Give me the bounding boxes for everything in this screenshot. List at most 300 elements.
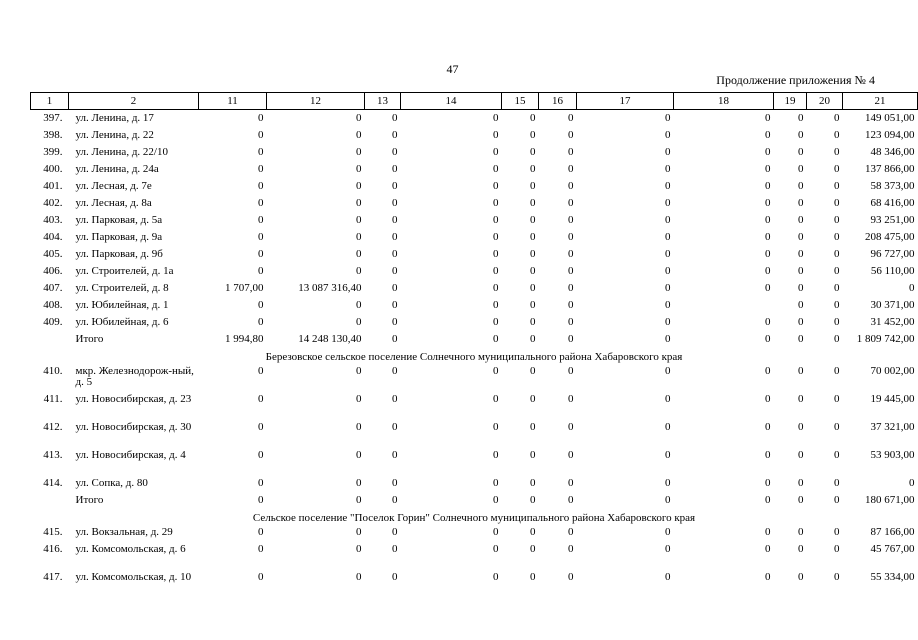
value-cell: 0 (356, 571, 362, 583)
value-cell: 0 (258, 214, 264, 226)
value-cell: 0 (568, 299, 574, 311)
table-row (31, 215, 918, 232)
value-cell: 68 416,00 (870, 197, 915, 209)
table-row (31, 334, 918, 351)
value-cell: 0 (356, 265, 362, 277)
row-number: 409. (43, 316, 63, 328)
value-cell: 19 445,00 (870, 393, 915, 405)
table-row (31, 394, 918, 422)
table-row (31, 198, 918, 215)
value-cell: 149 051,00 (865, 112, 915, 124)
value-cell: 0 (392, 112, 398, 124)
value-cell: 0 (493, 333, 499, 345)
value-cell: 0 (258, 163, 264, 175)
value-cell: 1 809 742,00 (856, 333, 915, 345)
address-cell: ул. Парковая, д. 5а (75, 214, 163, 226)
value-cell: 0 (765, 571, 771, 583)
value-cell: 0 (493, 365, 499, 377)
table-row (31, 422, 918, 450)
value-cell: 0 (258, 112, 264, 124)
value-cell: 0 (530, 146, 536, 158)
value-cell: 0 (834, 526, 840, 538)
value-cell: 123 094,00 (865, 129, 915, 141)
table-row (31, 181, 918, 198)
value-cell: 0 (258, 146, 264, 158)
address-cell: ул. Вокзальная, д. 29 (75, 526, 173, 538)
value-cell: 208 475,00 (865, 231, 915, 243)
value-cell: 0 (568, 365, 574, 377)
value-cell: 0 (392, 265, 398, 277)
value-cell: 0 (798, 299, 804, 311)
value-cell: 0 (665, 494, 671, 506)
value-cell: 180 671,00 (865, 494, 915, 506)
table-row (31, 300, 918, 317)
value-cell: 0 (765, 477, 771, 489)
row-number: 404. (43, 231, 63, 243)
value-cell: 0 (665, 248, 671, 260)
value-cell: 137 866,00 (865, 163, 915, 175)
value-cell: 0 (493, 129, 499, 141)
value-cell: 0 (834, 214, 840, 226)
value-cell: 0 (665, 299, 671, 311)
value-cell: 0 (765, 421, 771, 433)
value-cell: 48 346,00 (870, 146, 915, 158)
col-header: 11 (199, 93, 267, 110)
value-cell: 0 (530, 365, 536, 377)
value-cell: 0 (798, 180, 804, 192)
value-cell: 37 321,00 (870, 421, 915, 433)
address-cell: ул. Новосибирская, д. 4 (75, 449, 186, 461)
value-cell: 53 903,00 (870, 449, 915, 461)
table-row (31, 495, 918, 512)
value-cell: 0 (568, 282, 574, 294)
value-cell: 30 371,00 (870, 299, 915, 311)
value-cell: 0 (834, 180, 840, 192)
table-row (31, 544, 918, 572)
value-cell: 0 (568, 180, 574, 192)
value-cell: 96 727,00 (870, 248, 915, 260)
value-cell: 0 (392, 180, 398, 192)
value-cell: 0 (392, 494, 398, 506)
value-cell: 0 (798, 163, 804, 175)
value-cell: 0 (665, 129, 671, 141)
address-cell: ул. Комсомольская, д. 10 (75, 571, 192, 583)
value-cell: 0 (568, 571, 574, 583)
table-row (31, 130, 918, 147)
value-cell: 0 (356, 129, 362, 141)
value-cell: 0 (765, 543, 771, 555)
value-cell: 0 (530, 197, 536, 209)
row-number (31, 495, 69, 512)
value-cell: 14 248 130,40 (298, 333, 362, 345)
address-cell: ул. Строителей, д. 1а (75, 265, 174, 277)
value-cell: 0 (530, 333, 536, 345)
value-cell: 55 334,00 (870, 571, 915, 583)
value-cell: 0 (834, 248, 840, 260)
value-cell: 0 (392, 129, 398, 141)
value-cell: 0 (834, 265, 840, 277)
value-cell: 0 (493, 231, 499, 243)
col-header: 16 (539, 93, 577, 110)
value-cell: 0 (356, 477, 362, 489)
value-cell: 0 (665, 477, 671, 489)
row-number: 413. (43, 449, 63, 461)
value-cell: 0 (258, 316, 264, 328)
value-cell: 0 (392, 248, 398, 260)
value-cell: 0 (834, 163, 840, 175)
value-cell: 0 (834, 494, 840, 506)
value-cell: 0 (493, 449, 499, 461)
col-header: 17 (577, 93, 674, 110)
value-cell: 0 (798, 449, 804, 461)
value-cell: 13 087 316,40 (298, 282, 362, 294)
value-cell: 0 (834, 365, 840, 377)
value-cell: 0 (834, 316, 840, 328)
row-number: 403. (43, 214, 63, 226)
value-cell: 0 (392, 299, 398, 311)
value-cell: 0 (765, 248, 771, 260)
value-cell: 0 (834, 282, 840, 294)
value-cell: 0 (356, 543, 362, 555)
row-number: 412. (43, 421, 63, 433)
address-cell: ул. Ленина, д. 22/10 (75, 146, 168, 158)
address-cell: ул. Новосибирская, д. 23 (75, 393, 192, 405)
value-cell: 0 (568, 248, 574, 260)
value-cell: 0 (493, 265, 499, 277)
table-row (31, 110, 918, 131)
value-cell: 0 (665, 265, 671, 277)
value-cell: 0 (356, 526, 362, 538)
value-cell: 0 (798, 365, 804, 377)
value-cell: 0 (765, 333, 771, 345)
value-cell: 0 (493, 526, 499, 538)
value-cell: 0 (765, 197, 771, 209)
value-cell: 0 (258, 449, 264, 461)
value-cell: 0 (765, 146, 771, 158)
value-cell: 0 (798, 421, 804, 433)
value-cell: 0 (392, 214, 398, 226)
value-cell: 31 452,00 (870, 316, 915, 328)
value-cell: 0 (765, 449, 771, 461)
value-cell: 0 (530, 543, 536, 555)
value-cell: 0 (356, 180, 362, 192)
address-cell: ул. Парковая, д. 9б (75, 248, 163, 260)
value-cell: 0 (356, 449, 362, 461)
value-cell: 0 (392, 197, 398, 209)
address-cell: ул. Юбилейная, д. 1 (75, 299, 169, 311)
address-cell: Итого (75, 494, 104, 506)
value-cell: 0 (356, 421, 362, 433)
value-cell: 0 (834, 333, 840, 345)
value-cell: 0 (258, 393, 264, 405)
value-cell: 0 (392, 449, 398, 461)
value-cell: 0 (392, 146, 398, 158)
value-cell: 0 (665, 316, 671, 328)
value-cell: 0 (665, 526, 671, 538)
value-cell: 0 (356, 197, 362, 209)
value-cell: 0 (798, 333, 804, 345)
value-cell: 0 (665, 112, 671, 124)
value-cell: 0 (834, 197, 840, 209)
value-cell: 0 (665, 543, 671, 555)
page-number: 47 (446, 62, 459, 76)
value-cell: 0 (568, 214, 574, 226)
value-cell: 0 (798, 112, 804, 124)
value-cell: 0 (392, 526, 398, 538)
value-cell: 0 (530, 299, 536, 311)
value-cell: 0 (258, 526, 264, 538)
value-cell: 0 (765, 180, 771, 192)
value-cell: 0 (356, 112, 362, 124)
value-cell: 0 (356, 248, 362, 260)
row-number: 416. (43, 543, 63, 555)
address-cell: ул. Парковая, д. 9а (75, 231, 163, 243)
value-cell: 0 (665, 231, 671, 243)
value-cell: 0 (530, 421, 536, 433)
value-cell: 1 707,00 (225, 282, 264, 294)
value-cell: 0 (258, 571, 264, 583)
table-row (31, 450, 918, 478)
value-cell: 0 (834, 543, 840, 555)
value-cell: 0 (665, 571, 671, 583)
value-cell: 0 (258, 543, 264, 555)
value-cell: 0 (530, 316, 536, 328)
value-cell: 0 (258, 197, 264, 209)
table-row (31, 283, 918, 300)
value-cell: 0 (798, 282, 804, 294)
row-number: 414. (43, 477, 63, 489)
value-cell: 0 (765, 265, 771, 277)
value-cell: 0 (493, 282, 499, 294)
value-cell: 0 (665, 365, 671, 377)
section-header-row (31, 512, 918, 527)
value-cell: 0 (530, 282, 536, 294)
row-number: 406. (43, 265, 63, 277)
value-cell: 0 (798, 197, 804, 209)
value-cell: 0 (798, 316, 804, 328)
value-cell: 87 166,00 (870, 526, 915, 538)
value-cell: 1 994,80 (225, 333, 264, 345)
value-cell: 0 (834, 571, 840, 583)
value-cell: 0 (765, 365, 771, 377)
row-number: 415. (43, 526, 63, 538)
col-header: 1 (31, 93, 69, 110)
value-cell: 0 (834, 449, 840, 461)
address-cell: ул. Ленина, д. 22 (75, 129, 154, 141)
address-cell: Итого (75, 333, 104, 345)
value-cell: 0 (493, 146, 499, 158)
value-cell: 0 (665, 146, 671, 158)
value-cell: 0 (258, 248, 264, 260)
value-cell: 0 (356, 316, 362, 328)
table-body (31, 110, 918, 601)
col-header: 13 (365, 93, 401, 110)
value-cell: 0 (356, 494, 362, 506)
row-number: 417. (43, 571, 63, 583)
value-cell: 0 (798, 571, 804, 583)
table-row (31, 527, 918, 544)
value-cell: 56 110,00 (870, 265, 915, 277)
address-cell: ул. Ленина, д. 24а (75, 163, 159, 175)
value-cell: 0 (834, 231, 840, 243)
col-header: 20 (807, 93, 843, 110)
value-cell: 0 (258, 231, 264, 243)
table-row (31, 147, 918, 164)
value-cell: 0 (493, 180, 499, 192)
col-header: 18 (674, 93, 774, 110)
value-cell: 0 (834, 421, 840, 433)
continuation-label: Продолжение приложения № 4 (716, 73, 875, 87)
value-cell: 0 (765, 393, 771, 405)
value-cell: 0 (765, 163, 771, 175)
data-table (30, 92, 918, 600)
value-cell: 0 (392, 163, 398, 175)
value-cell: 0 (392, 316, 398, 328)
value-cell: 0 (258, 421, 264, 433)
value-cell: 0 (356, 146, 362, 158)
value-cell: 0 (356, 365, 362, 377)
value-cell: 0 (530, 163, 536, 175)
row-number: 407. (43, 282, 63, 294)
col-header: 21 (843, 93, 918, 110)
value-cell: 0 (665, 421, 671, 433)
value-cell: 0 (798, 393, 804, 405)
value-cell: 0 (834, 393, 840, 405)
value-cell: 0 (665, 180, 671, 192)
value-cell: 0 (798, 494, 804, 506)
value-cell: 0 (530, 477, 536, 489)
address-cell: ул. Ленина, д. 17 (75, 112, 154, 124)
value-cell: 0 (568, 163, 574, 175)
value-cell: 0 (798, 129, 804, 141)
row-number: 411. (43, 393, 63, 405)
value-cell: 0 (834, 477, 840, 489)
row-number: 410. (43, 365, 63, 377)
value-cell: 0 (568, 494, 574, 506)
value-cell: 0 (909, 282, 915, 294)
value-cell: 0 (493, 112, 499, 124)
value-cell: 0 (258, 477, 264, 489)
value-cell: 0 (493, 214, 499, 226)
value-cell: 0 (834, 112, 840, 124)
value-cell: 45 767,00 (870, 543, 915, 555)
value-cell: 0 (530, 571, 536, 583)
value-cell: 0 (568, 477, 574, 489)
value-cell: 0 (765, 112, 771, 124)
value-cell: 0 (530, 248, 536, 260)
value-cell: 0 (765, 282, 771, 294)
value-cell: 0 (356, 214, 362, 226)
value-cell: 0 (568, 316, 574, 328)
value-cell: 0 (834, 299, 840, 311)
value-cell: 0 (392, 477, 398, 489)
value-cell: 0 (493, 299, 499, 311)
value-cell: 0 (392, 282, 398, 294)
value-cell: 0 (392, 421, 398, 433)
table-row (31, 164, 918, 181)
value-cell: 0 (568, 129, 574, 141)
value-cell: 0 (665, 214, 671, 226)
value-cell: 0 (765, 129, 771, 141)
table-row (31, 232, 918, 249)
header-row (31, 93, 918, 110)
row-number: 400. (43, 163, 63, 175)
value-cell: 0 (493, 494, 499, 506)
value-cell: 0 (568, 112, 574, 124)
row-number: 399. (43, 146, 63, 158)
value-cell: 0 (493, 248, 499, 260)
col-header: 2 (69, 93, 199, 110)
value-cell: 0 (258, 365, 264, 377)
value-cell: 0 (765, 494, 771, 506)
address-cell: ул. Новосибирская, д. 30 (75, 421, 192, 433)
value-cell: 0 (493, 571, 499, 583)
value-cell: 0 (530, 112, 536, 124)
value-cell: 0 (356, 163, 362, 175)
value-cell: 0 (493, 393, 499, 405)
value-cell: 0 (530, 231, 536, 243)
value-cell: 0 (765, 214, 771, 226)
row-number: 408. (43, 299, 63, 311)
section-title: Березовское сельское поселение Солнечного муниципального района Хабаровского края (265, 351, 683, 363)
address-cell: мкр. Железнодорож-ный, д. 5 (75, 365, 194, 388)
row-number: 402. (43, 197, 63, 209)
value-cell: 0 (834, 146, 840, 158)
value-cell: 0 (530, 129, 536, 141)
value-cell: 0 (665, 282, 671, 294)
row-number: 397. (43, 112, 63, 124)
address-cell: ул. Строителей, д. 8 (75, 282, 169, 294)
value-cell: 93 251,00 (870, 214, 915, 226)
table-row (31, 366, 918, 394)
value-cell: 0 (258, 265, 264, 277)
address-cell: ул. Комсомольская, д. 6 (75, 543, 186, 555)
row-number (31, 334, 69, 351)
col-header: 14 (401, 93, 502, 110)
value-cell: 0 (798, 214, 804, 226)
value-cell: 0 (568, 526, 574, 538)
table-row (31, 266, 918, 283)
address-cell: ул. Лесная, д. 7е (75, 180, 152, 192)
value-cell: 0 (493, 163, 499, 175)
value-cell: 0 (798, 543, 804, 555)
table-row (31, 249, 918, 266)
value-cell: 0 (392, 333, 398, 345)
value-cell: 0 (568, 393, 574, 405)
value-cell: 0 (568, 146, 574, 158)
value-cell: 0 (765, 231, 771, 243)
value-cell: 0 (798, 265, 804, 277)
value-cell: 0 (530, 526, 536, 538)
value-cell: 0 (258, 129, 264, 141)
value-cell: 58 373,00 (870, 180, 915, 192)
value-cell: 0 (568, 449, 574, 461)
col-header: 19 (774, 93, 807, 110)
value-cell: 0 (530, 180, 536, 192)
table-row (31, 572, 918, 600)
value-cell: 0 (392, 543, 398, 555)
row-number: 405. (43, 248, 63, 260)
value-cell: 0 (568, 265, 574, 277)
value-cell: 0 (493, 477, 499, 489)
value-cell: 0 (909, 477, 915, 489)
section-title: Сельское поселение "Поселок Горин" Солнечного муниципального района Хабаровского края (252, 512, 696, 524)
value-cell: 0 (530, 393, 536, 405)
value-cell: 0 (798, 146, 804, 158)
value-cell: 0 (568, 197, 574, 209)
value-cell: 0 (665, 163, 671, 175)
value-cell (674, 300, 774, 317)
